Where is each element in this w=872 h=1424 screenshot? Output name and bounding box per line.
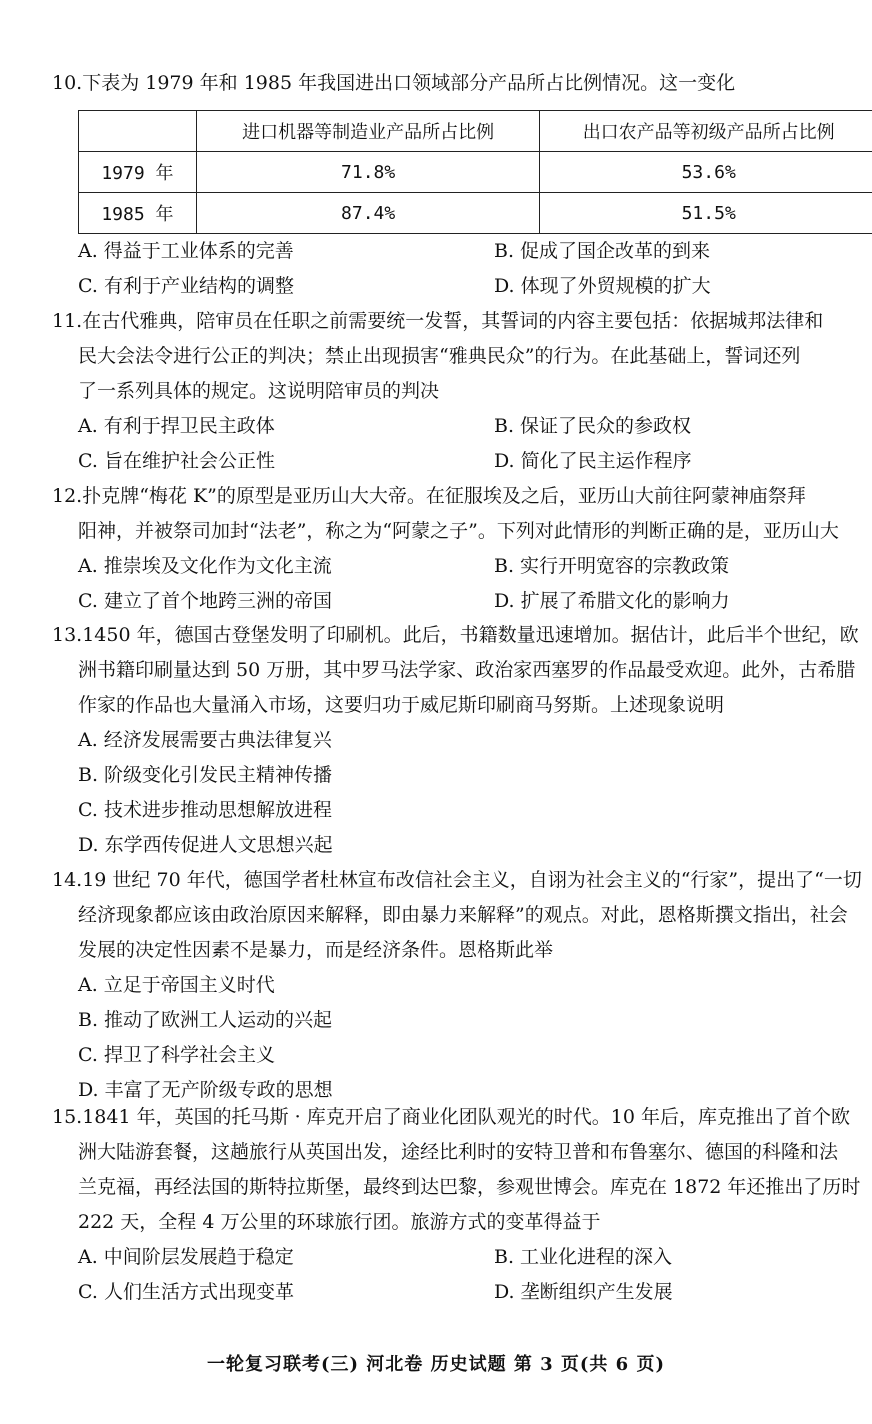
option-d: D. 东学西传促进人文思想兴起 [78, 834, 333, 856]
question-stem [52, 66, 872, 101]
option-d: D. 简化了民主运作程序 [494, 450, 692, 472]
question-number: 14. [52, 869, 83, 891]
question-14 [52, 863, 872, 1108]
question-number: 13. [52, 624, 83, 646]
stem-line: 222 天，全程 4 万公里的环球旅行团。旅游方式的变革得益于 [78, 1211, 601, 1233]
option-a: A. 得益于工业体系的完善 [78, 240, 294, 262]
option-c: C. 建立了首个地跨三洲的帝国 [78, 590, 332, 612]
table-cell: 87.4% [196, 193, 540, 234]
question-12 [52, 479, 872, 619]
question-number: 11. [52, 310, 83, 332]
table-header-row [79, 111, 872, 152]
option-c: C. 旨在维护社会公正性 [78, 450, 275, 472]
question-11 [52, 304, 872, 479]
option-b: B. 促成了国企改革的到来 [494, 240, 711, 262]
table-cell: 51.5% [540, 193, 872, 234]
table-cell: 71.8% [196, 152, 540, 193]
option-a: A. 立足于帝国主义时代 [78, 974, 275, 996]
stem-line: 1450 年，德国古登堡发明了印刷机。此后，书籍数量迅速增加。据估计，此后半个世纪，欧 [82, 624, 859, 646]
option-d: D. 扩展了希腊文化的影响力 [494, 590, 730, 612]
option-c: C. 技术进步推动思想解放进程 [78, 799, 332, 821]
option-b: B. 推动了欧洲工人运动的兴起 [78, 1009, 333, 1031]
option-d: D. 垄断组织产生发展 [494, 1281, 673, 1303]
question-15 [52, 1100, 872, 1310]
question-stem [52, 1100, 872, 1135]
option-row [52, 409, 872, 444]
option-row [52, 269, 872, 304]
option-row [52, 549, 872, 584]
option-a: A. 经济发展需要古典法律复兴 [78, 729, 332, 751]
page-footer: 一轮复习联考(三) 河北卷 历史试题 第 3 页(共 6 页) [207, 1354, 665, 1375]
option-c: C. 捍卫了科学社会主义 [78, 1044, 275, 1066]
table-cell: 1985 年 [79, 193, 197, 234]
question-10-options [52, 234, 872, 304]
table-header-cell: 出口农产品等初级产品所占比例 [540, 111, 872, 152]
option-row [52, 444, 872, 479]
option-a: A. 推崇埃及文化作为文化主流 [78, 555, 332, 577]
data-table [78, 110, 872, 234]
option-b: B. 工业化进程的深入 [494, 1246, 673, 1268]
stem-line: 洲书籍印刷量达到 50 万册，其中罗马法学家、政治家西塞罗的作品最受欢迎。此外，古希腊 [78, 659, 856, 681]
table-cell: 53.6% [540, 152, 872, 193]
stem-line: 下表为 1979 年和 1985 年我国进出口领域部分产品所占比例情况。这一变化 [82, 72, 736, 94]
stem-line: 洲大陆游套餐，这趟旅行从英国出发，途经比利时的安特卫普和布鲁塞尔、德国的科隆和法 [78, 1141, 839, 1163]
stem-line: 1841 年，英国的托马斯 · 库克开启了商业化团队观光的时代。10 年后，库克推出了首个欧 [82, 1106, 850, 1128]
option-a: A. 中间阶层发展趋于稳定 [78, 1246, 294, 1268]
option-row [52, 1240, 872, 1275]
question-stem [52, 304, 872, 339]
option-b: B. 阶级变化引发民主精神传播 [78, 764, 333, 786]
question-stem [52, 479, 872, 514]
stem-line: 发展的决定性因素不是暴力，而是经济条件。恩格斯此举 [78, 939, 554, 961]
stem-line: 民大会法令进行公正的判决；禁止出现损害“雅典民众”的行为。在此基础上，誓词还列 [78, 345, 801, 367]
stem-line: 经济现象都应该由政治原因来解释，即由暴力来解释”的观点。对此，恩格斯撰文指出，社会 [78, 904, 848, 926]
option-row [52, 234, 872, 269]
question-number: 10. [52, 72, 83, 94]
option-row [52, 1275, 872, 1310]
stem-line: 兰克福，再经法国的斯特拉斯堡，最终到达巴黎，参观世博会。库克在 1872 年还推出了历时 [78, 1176, 861, 1198]
table-header-cell [79, 111, 197, 152]
question-stem [52, 618, 872, 653]
stem-line: 19 世纪 70 年代，德国学者杜林宣布改信社会主义，自诩为社会主义的“行家”，提出了“一切 [82, 869, 862, 891]
option-b: B. 实行开明宽容的宗教政策 [494, 555, 730, 577]
option-c: C. 人们生活方式出现变革 [78, 1281, 294, 1303]
stem-line: 扑克牌“梅花 K”的原型是亚历山大大帝。在征服埃及之后，亚历山大前往阿蒙神庙祭拜 [82, 485, 806, 507]
question-number: 12. [52, 485, 83, 507]
option-d: D. 丰富了无产阶级专政的思想 [78, 1079, 333, 1101]
table-row [79, 193, 872, 234]
question-13 [52, 618, 872, 863]
question-stem [52, 863, 872, 898]
stem-line: 作家的作品也大量涌入市场，这要归功于威尼斯印刷商马努斯。上述现象说明 [78, 694, 725, 716]
option-a: A. 有利于捍卫民主政体 [78, 415, 275, 437]
question-10 [52, 66, 872, 101]
option-c: C. 有利于产业结构的调整 [78, 275, 294, 297]
table-cell: 1979 年 [79, 152, 197, 193]
option-b: B. 保证了民众的参政权 [494, 415, 692, 437]
question-number: 15. [52, 1106, 83, 1128]
stem-line: 阳神，并被祭司加封“法老”，称之为“阿蒙之子”。下列对此情形的判断正确的是，亚历山大 [78, 520, 839, 542]
table-row [79, 152, 872, 193]
table-header-cell: 进口机器等制造业产品所占比例 [196, 111, 540, 152]
stem-line: 在古代雅典，陪审员在任职之前需要统一发誓，其誓词的内容主要包括：依据城邦法律和 [82, 310, 824, 332]
stem-line: 了一系列具体的规定。这说明陪审员的判决 [78, 380, 440, 402]
option-row [52, 584, 872, 619]
option-d: D. 体现了外贸规模的扩大 [494, 275, 711, 297]
